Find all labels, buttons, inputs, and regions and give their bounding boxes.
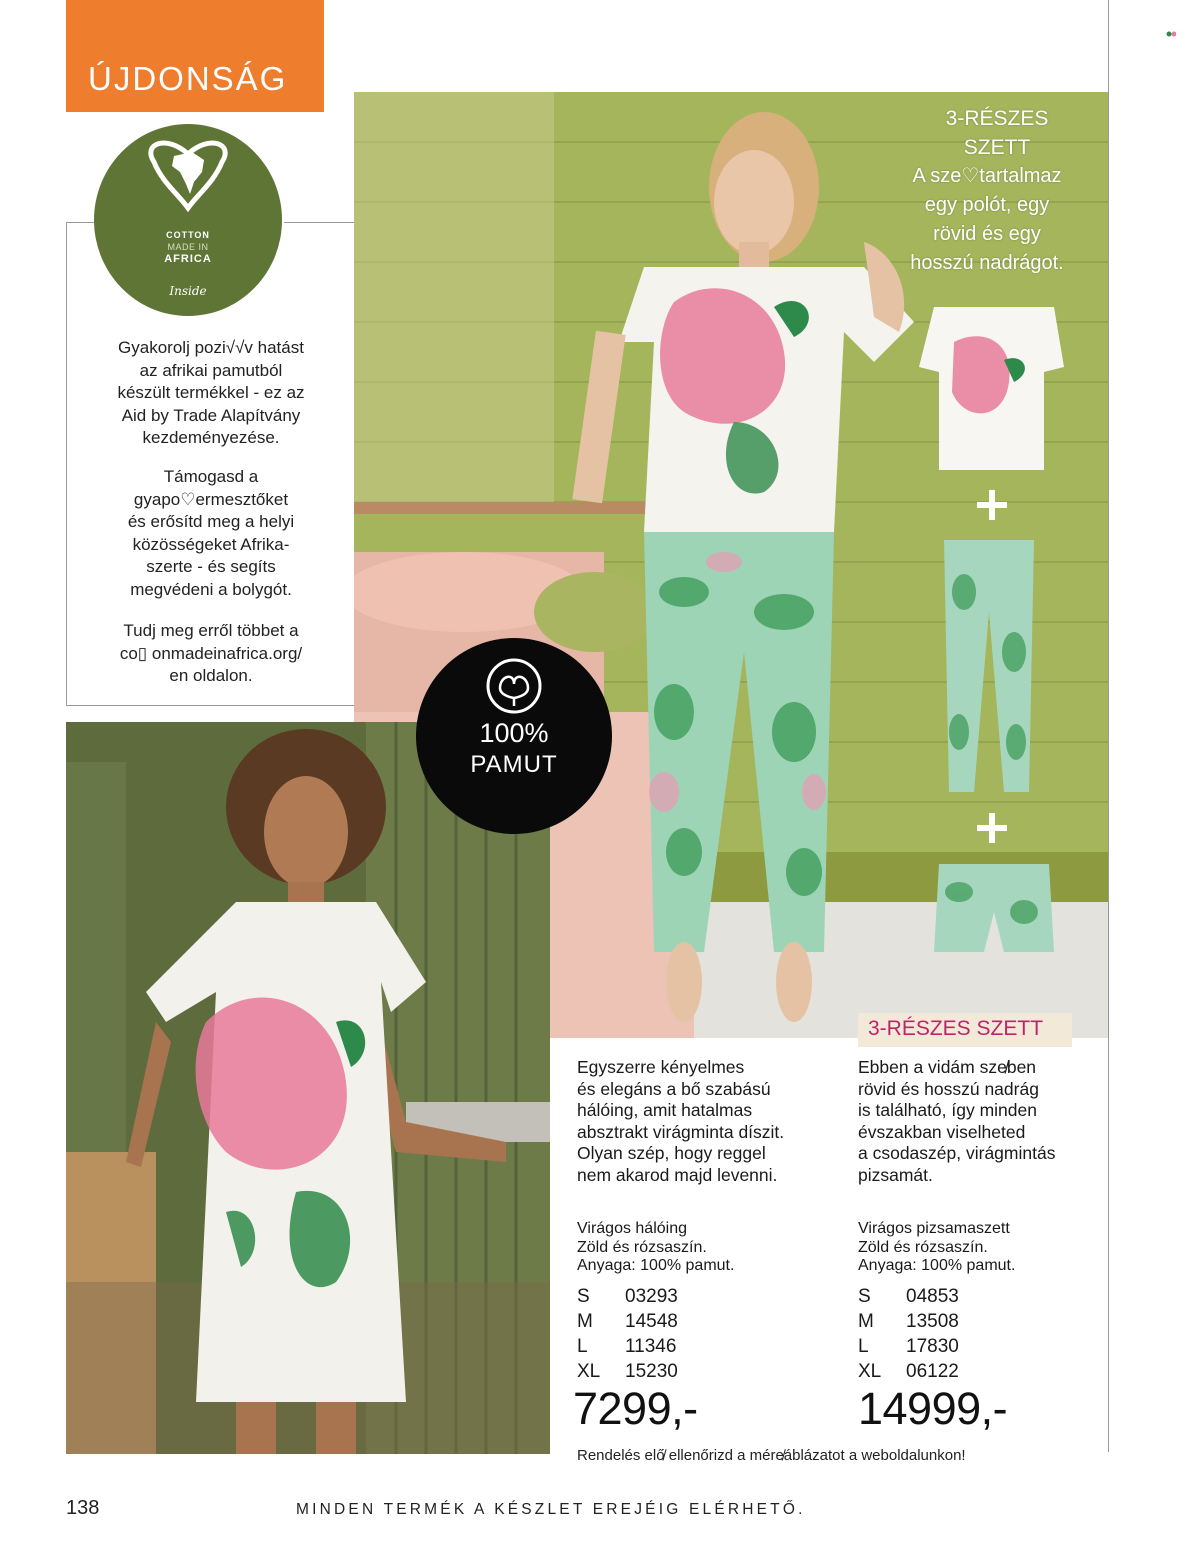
footer-disclaimer: MINDEN TERMÉK A KÉSZLET EREJÉIG ELÉRHETŐ. (296, 1501, 806, 1518)
page-divider (1108, 0, 1109, 1452)
size-label: XL (577, 1361, 601, 1382)
description-line: a csodaszép, virágmintás (858, 1143, 1056, 1163)
cotton-label: PAMUT (470, 751, 558, 778)
product-material: Anyaga: 100% pamut. (577, 1257, 735, 1274)
pajama-set-specs (858, 1220, 1015, 1276)
description-line: évszakban viselheted (858, 1121, 1026, 1142)
info-line: az afrikai pamutból (139, 360, 283, 380)
description-line: rövid és hosszú nadrág (858, 1078, 1039, 1099)
product-code: 04853 (906, 1286, 959, 1307)
cotton-percentage-badge (416, 638, 612, 834)
info-paragraph-2 (70, 466, 352, 601)
size-label: L (858, 1336, 869, 1357)
nightgown-description (577, 1057, 784, 1186)
size-label: S (577, 1286, 590, 1307)
size-label: XL (858, 1361, 882, 1382)
info-line: Támogasd a (163, 467, 259, 486)
product-code: 15230 (625, 1361, 678, 1382)
product-color: Zöld és rózsaszín. (858, 1238, 988, 1256)
nightgown-scene-illustration (66, 722, 550, 1454)
nightgown-specs (577, 1220, 734, 1276)
pajama-set-price: 14999,- (858, 1383, 1008, 1434)
description-line: Olyan szép, hogy reggel (577, 1143, 766, 1163)
info-line: Aid by Trade Alapítvány (121, 405, 301, 425)
info-link[interactable]: co▯ onmadeinafrica.org/ (119, 643, 303, 663)
product-material: Anyaga: 100% pamut. (858, 1257, 1016, 1274)
info-line: szerte - és segíts (146, 557, 276, 576)
info-box-border (66, 222, 94, 223)
info-line: készült termékkel - ez az (117, 383, 305, 402)
description-line: pizsamát. (858, 1164, 933, 1185)
info-line: Gyakorolj pozi√√v hatást (118, 338, 304, 357)
info-paragraph-1 (70, 337, 352, 450)
new-banner (66, 0, 324, 112)
size-label: S (858, 1286, 871, 1307)
info-line: kezdeményezése. (142, 428, 280, 447)
size-label: M (577, 1311, 593, 1332)
info-line: Tudj meg erről többet a (123, 621, 299, 640)
pajama-set-description (858, 1057, 1055, 1186)
set-contents (880, 162, 1094, 278)
description-line: is található, így minden (858, 1100, 1037, 1120)
info-box-border (284, 222, 354, 223)
size-label: L (577, 1336, 588, 1357)
product-code: 03293 (625, 1286, 678, 1307)
set-contents-line: hosszú nadrágot. (910, 252, 1064, 274)
cotton-flower-icon (416, 638, 612, 718)
info-line: és erősítd meg a helyi (127, 512, 295, 531)
product-code: 11346 (625, 1336, 677, 1357)
set-title (900, 104, 1094, 162)
cmia-cotton-text: COTTON (166, 230, 210, 240)
info-line: en oldalon. (169, 666, 253, 685)
product-color: Zöld és rózsaszín. (577, 1238, 707, 1256)
product-code: 14548 (625, 1311, 678, 1332)
description-line: hálóing, amit hatalmas (577, 1100, 753, 1120)
nightgown-photo (66, 722, 550, 1454)
product-code: 17830 (906, 1336, 959, 1357)
new-label: ÚJDONSÁG (88, 60, 288, 97)
product-code: 06122 (906, 1361, 959, 1382)
cmia-inside-text: Inside (169, 284, 207, 298)
set-contents-line: rövid és egy (933, 223, 1041, 245)
info-line: gyapo♡ermesztőket (133, 489, 289, 509)
nightgown-price: 7299,- (573, 1383, 698, 1434)
cotton-made-in-africa-logo (94, 124, 282, 316)
set-contents-line: egy polót, egy (924, 194, 1050, 216)
info-line: megvédeni a bolygót. (130, 579, 292, 599)
page-number: 138 (66, 1497, 100, 1519)
order-note: Rendelés elő̸ ellenőrizd a mére̸áblázatot a weboldalunkon! (577, 1447, 966, 1464)
product-code: 13508 (906, 1311, 959, 1332)
description-line: Egyszerre kényelmes (577, 1057, 745, 1077)
corner-mark-icon (1166, 30, 1176, 38)
description-line: nem akarod majd levenni. (577, 1164, 778, 1185)
size-label: M (858, 1311, 874, 1332)
set-contents-line: A sze♡tartalmaz (912, 165, 1062, 187)
cotton-percent: 100% (479, 718, 549, 748)
set-title-line1: 3-RÉSZES (945, 107, 1049, 130)
set-title-line2: SZETT (963, 136, 1031, 159)
set-label-text: 3-RÉSZES SZETT (868, 1017, 1044, 1040)
description-line: és elegáns a bő szabású (577, 1078, 771, 1099)
cmia-made-in-text: MADE IN (167, 242, 209, 252)
product-name: Virágos pizsamaszett (858, 1220, 1010, 1237)
description-line: Ebben a vidám sze̸ben (858, 1057, 1037, 1077)
description-line: absztrakt virágminta díszit. (577, 1121, 785, 1142)
product-name: Virágos hálóing (577, 1220, 688, 1237)
info-paragraph-3 (70, 620, 352, 688)
cmia-africa-text: AFRICA (164, 253, 212, 265)
set-label (858, 1013, 1072, 1047)
africa-heart-icon (94, 124, 282, 234)
info-line: közösségeket Afrika- (132, 534, 290, 554)
